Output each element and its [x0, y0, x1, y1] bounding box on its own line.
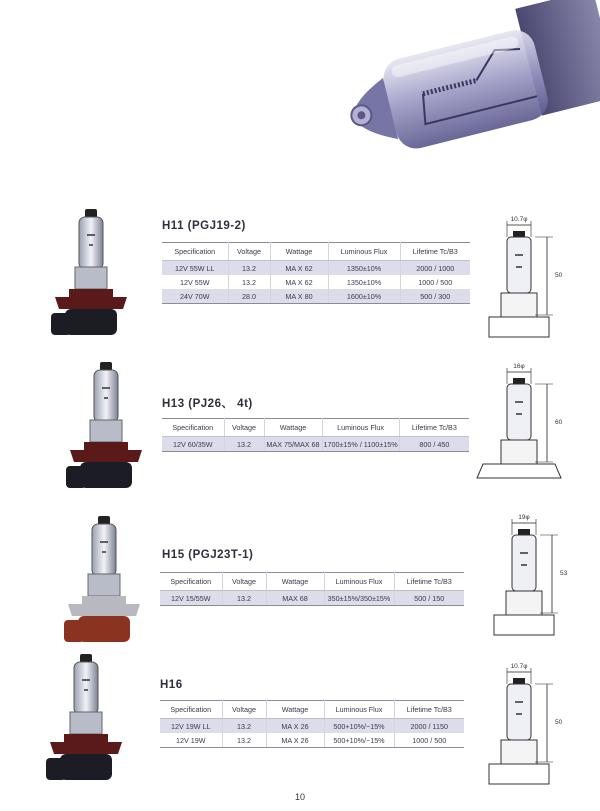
column-header: Specification: [162, 243, 228, 261]
table-row: [160, 719, 464, 734]
dimension-height-label: 50: [555, 719, 563, 726]
bulb-photo: [40, 650, 135, 800]
table-cell: 1000 / 500: [418, 277, 453, 287]
column-header: Lifetime Tc/B3: [394, 701, 464, 719]
table-cell: 1700±15% / 1100±15%: [322, 437, 399, 452]
column-header: Wattage: [264, 419, 322, 437]
dimension-diagram: [475, 662, 585, 792]
table-cell: 1000 / 500: [394, 733, 464, 748]
table-cell: 800 / 450: [399, 437, 469, 452]
table-cell: 500+10%/−15%: [324, 733, 394, 748]
section-title: H11 (PGJ19-2): [162, 220, 246, 232]
dimension-width-label: 16φ: [513, 363, 525, 370]
table-cell: 1600±10%: [328, 289, 400, 304]
table-cell: 2000 / 1000: [400, 261, 470, 276]
table-cell: 12V 55W: [162, 275, 228, 289]
table-cell: MA X 80: [270, 289, 328, 304]
column-header: Lifetime Tc/B3: [399, 419, 469, 437]
table-cell: MA X 62: [270, 275, 328, 289]
column-header: Voltage: [222, 573, 266, 591]
spec-table: [160, 700, 464, 748]
table-cell: 500 / 150: [394, 591, 464, 606]
dimension-diagram: [475, 362, 585, 492]
table-cell: 350±15%/350±15%: [324, 591, 394, 606]
table-cell: 24V 70W: [162, 289, 228, 304]
page-number: 10: [294, 792, 305, 802]
table-cell: MA X 26: [266, 733, 324, 748]
column-header: Specification: [160, 573, 222, 591]
dimension-diagram: [475, 215, 585, 345]
spec-table: [160, 572, 464, 606]
table-cell: 500+10%/−15%: [324, 719, 394, 734]
table-row: [160, 591, 464, 606]
table-row: [162, 275, 470, 289]
dimension-width-label: 10.7φ: [510, 216, 528, 223]
spec-table: [162, 418, 469, 452]
table-cell: MA X 26: [266, 719, 324, 734]
column-header: Lifetime Tc/B3: [400, 243, 470, 261]
table-cell: 12V 60/35W: [162, 437, 224, 452]
hero-bulb-image: [330, 0, 600, 170]
column-header: Wattage: [270, 243, 328, 261]
table-cell: 12V 55W LL: [162, 261, 228, 276]
table-cell: 12V 19W LL: [160, 719, 222, 734]
section-title: H15 (PGJ23T-1): [162, 549, 254, 561]
dimension-width-label: 10.7φ: [510, 663, 528, 670]
table-cell: 12V 19W: [160, 733, 222, 748]
dimension-height-label: 50: [555, 272, 563, 279]
dimension-diagram: [480, 513, 590, 643]
table-cell: 13.2: [222, 719, 266, 734]
dimension-height-label: 53: [560, 570, 568, 577]
column-header: Wattage: [266, 573, 324, 591]
column-header: Luminous Flux: [328, 243, 400, 261]
spec-table: [162, 242, 470, 304]
column-header: Luminous Flux: [322, 419, 399, 437]
column-header: Lifetime Tc/B3: [394, 573, 464, 591]
table-cell: 13.2: [228, 261, 270, 276]
dimension-height-label: 60: [555, 419, 563, 426]
table-row: [162, 437, 469, 452]
bulb-photo: [60, 358, 155, 508]
table-cell: MAX 75/MAX 68: [264, 437, 322, 452]
table-row: [162, 289, 470, 304]
column-header: Voltage: [224, 419, 264, 437]
dimension-width-label: 19φ: [518, 514, 530, 521]
column-header: Specification: [162, 419, 224, 437]
table-row: [160, 733, 464, 748]
table-cell: 13.2: [222, 733, 266, 748]
table-cell: 12V 15/55W: [160, 591, 222, 606]
column-header: Wattage: [266, 701, 324, 719]
column-header: Voltage: [222, 701, 266, 719]
column-header: Luminous Flux: [324, 701, 394, 719]
table-cell: 1350±10%: [328, 275, 400, 289]
section-title: H16: [160, 679, 183, 691]
table-cell: 28.0: [228, 289, 270, 304]
table-row: [162, 261, 470, 276]
column-header: Luminous Flux: [324, 573, 394, 591]
table-cell: 13.2: [222, 591, 266, 606]
table-cell: 500 / 300: [400, 289, 470, 304]
table-cell: MA X 62: [270, 261, 328, 276]
table-cell: 1350±10%: [328, 261, 400, 276]
table-cell: MAX 68: [266, 591, 324, 606]
bulb-photo: [45, 205, 140, 355]
section-title: H13 (PJ26、 4t): [162, 398, 253, 410]
column-header: Specification: [160, 701, 222, 719]
table-cell: 2000 / 1150: [394, 719, 464, 734]
bulb-photo: [58, 512, 153, 662]
table-cell: 13.2: [228, 275, 270, 289]
table-cell: 13.2: [224, 437, 264, 452]
column-header: Voltage: [228, 243, 270, 261]
